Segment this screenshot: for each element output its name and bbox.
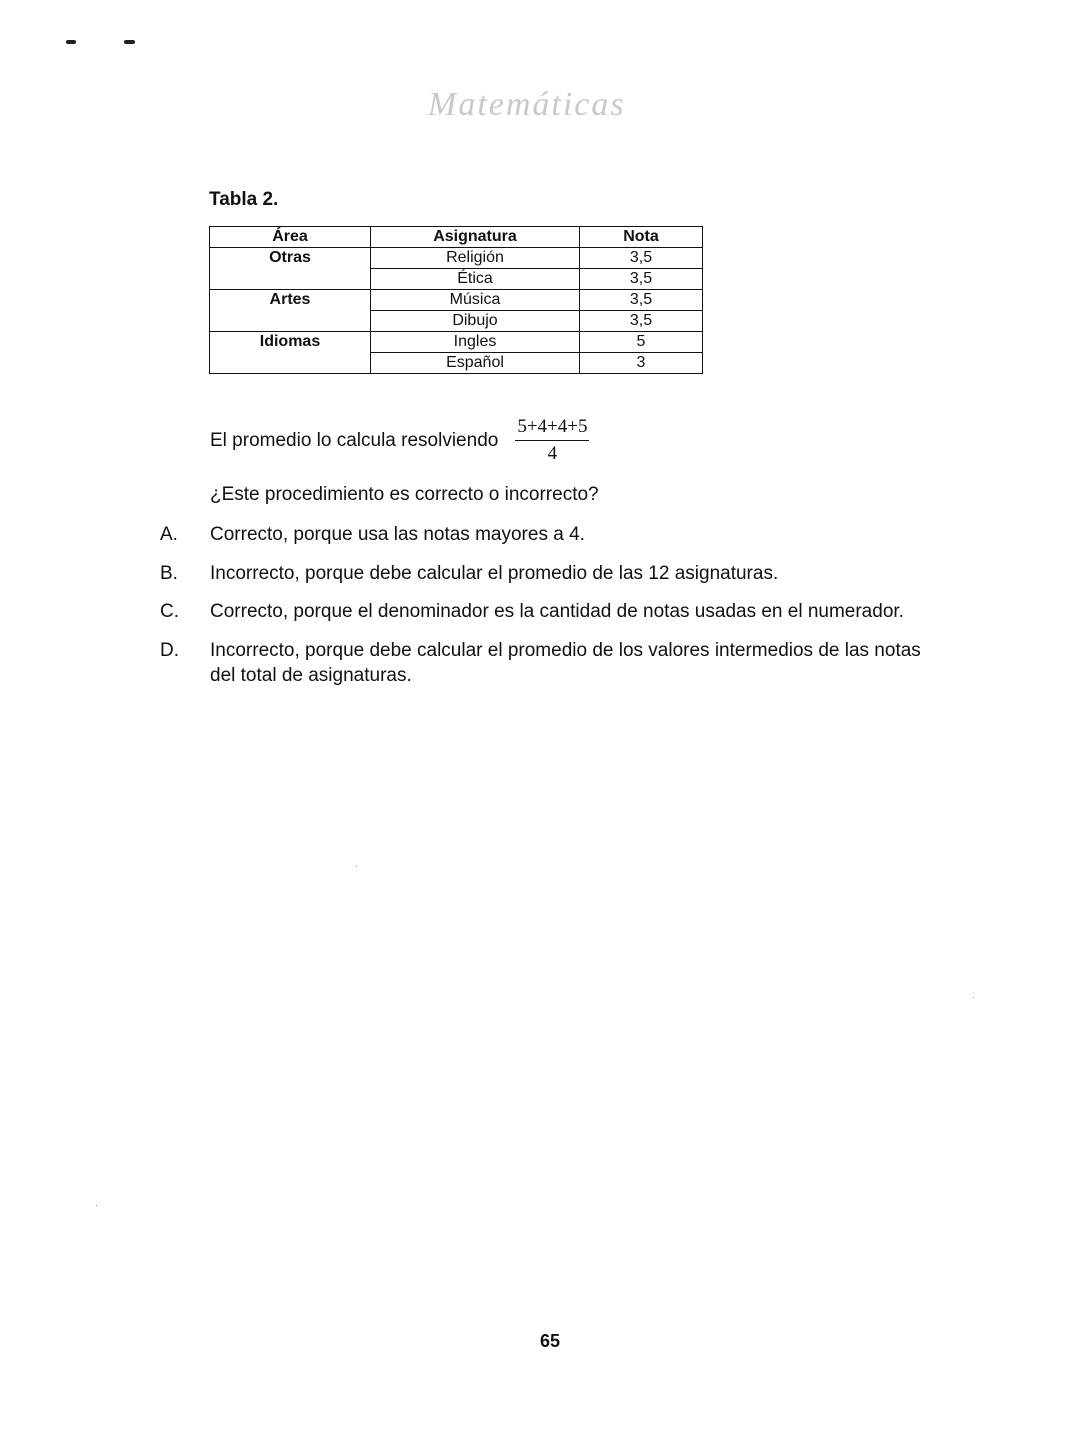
fraction-denominator: 4 [547,443,558,464]
formula-fraction [515,416,589,465]
scan-mark [124,40,135,44]
page-number: 65 [539,1331,561,1351]
subject-cell: Dibujo [371,311,580,332]
option-b [160,561,950,586]
grade-cell: 3,5 [580,311,703,332]
subject-cell: Ética [371,269,580,290]
grade-cell: 3 [580,353,703,374]
grade-cell: 3,5 [580,269,703,290]
formula-lead-text: El promedio lo calcula resolviendo [210,429,499,451]
fraction-numerator: 5+4+4+5 [515,416,589,441]
grade-cell: 3,5 [580,290,703,311]
grade-cell: 3,5 [580,248,703,269]
subject-cell: Español [371,353,580,374]
watermark: Matemáticas [428,86,626,123]
subject-cell: Música [371,290,580,311]
option-letter: D. [160,640,179,661]
table-title: Tabla 2. [209,189,279,210]
question-text: ¿Este procedimiento es correcto o incorrecto? [210,484,599,505]
subject-cell: Ingles [371,332,580,353]
subject-cell: Religión [371,248,580,269]
grade-cell: 5 [580,332,703,353]
scan-speck [973,997,974,998]
scan-mark [66,40,76,44]
header-grade: Nota [580,227,703,248]
option-letter: A. [160,524,178,545]
option-text: Correcto, porque usa las notas mayores a 4. [210,524,585,545]
scan-speck [356,866,357,867]
area-cell: Artes [210,290,371,332]
option-d [160,638,950,688]
option-c [160,599,950,624]
table-row [210,248,703,269]
table-header-row [210,227,703,248]
option-text: Correcto, porque el denominador es la cantidad de notas usadas en el numerador. [210,601,904,622]
option-letter: C. [160,601,179,622]
table-row [210,332,703,353]
option-letter: B. [160,563,178,584]
scan-speck [96,1205,97,1206]
option-a [160,522,950,547]
header-area: Área [210,227,371,248]
grades-table [209,226,703,374]
header-subject: Asignatura [371,227,580,248]
area-cell: Idiomas [210,332,371,374]
formula-statement [210,416,589,465]
option-text: Incorrecto, porque debe calcular el promedio de los valores intermedios de las notas del total de asignaturas. [210,640,921,686]
area-cell: Otras [210,248,371,290]
table-row [210,290,703,311]
option-text: Incorrecto, porque debe calcular el promedio de las 12 asignaturas. [210,563,779,584]
